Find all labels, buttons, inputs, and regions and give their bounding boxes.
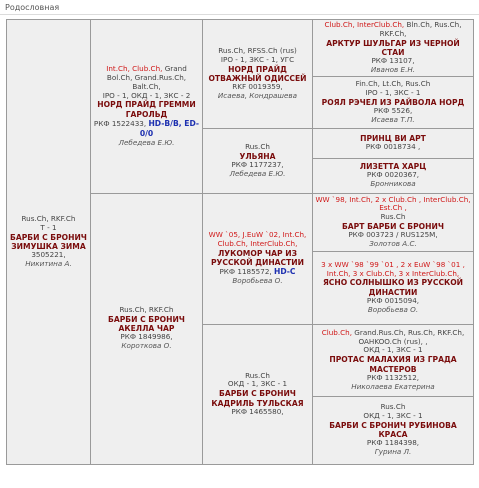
dog-cell-dss (313, 193, 474, 251)
dog-registration: РКФ 1184398, (366, 438, 420, 448)
dog-registration: RKF 0019359, (232, 82, 283, 92)
dog-cell-dds (313, 324, 474, 396)
dog-health: HD-B/B, ED-0/0 (139, 118, 200, 138)
dog-cell-sdd (313, 158, 474, 193)
dog-owner: Воробьева О. (367, 304, 419, 314)
dog-registration: РКФ 003723 / RUS125M, (348, 230, 438, 240)
dog-name-link[interactable]: БАРТ БАРБИ С БРОНИЧ (342, 221, 444, 231)
dog-registration: РКФ 1465580, (231, 406, 284, 416)
dog-owner: Исаева Т.П. (371, 114, 415, 124)
dog-titles: Rus.Ch, RKF.Ch (21, 214, 76, 223)
dog-titles: Rus.Ch, RKF.Ch (119, 305, 174, 315)
dog-registration: 3505221, (31, 250, 66, 260)
dog-title-extra: IPO - 1, ЗКС - 1 (365, 87, 421, 97)
dog-cell-gen1 (7, 20, 91, 465)
dog-owner: Золотов А.С. (369, 238, 417, 248)
dog-name-link[interactable]: ЯСНО СОЛНЫШКО ИЗ РУССКОЙ ДИНАСТИИ (322, 278, 464, 297)
dog-title-extra: IPO - 1, ЗКС - 1, УГС (220, 54, 295, 64)
dog-name-link[interactable]: БАРБИ С БРОНИЧ КАДРИЛЬ ТУЛЬСКАЯ (211, 389, 304, 408)
dog-cell-ssd (313, 76, 474, 128)
dog-name-link[interactable]: БАРБИ С БРОНИЧ ЗИМУШКА ЗИМА (10, 232, 87, 251)
dog-title-extra: IPO - 1, ОКД - 1, ЗКС - 2 (102, 90, 191, 100)
dog-titles-red: 3 x WW `98 `99 `01 , 2 x EuW `98 `01 , Int.Ch, 3 x Club.Ch, 3 x InterClub.Ch, (321, 259, 465, 278)
dog-registration: РКФ 5526, (373, 105, 413, 115)
dog-name-link[interactable]: НОРД ПРАЙД ОТВАЖНЫЙ ОДИССЕЙ (208, 64, 307, 83)
dog-titles: Rus.Ch (380, 402, 406, 412)
dog-registration: РКФ 1132512, (366, 372, 420, 382)
dog-titles: Rus.Ch (245, 370, 270, 380)
dog-title-extra: Т - 1 (40, 222, 57, 232)
dog-owner: Бронникова (370, 179, 416, 189)
dog-name-link[interactable]: ЛИЗЕТТА ХАРЦ (359, 162, 427, 172)
dog-titles: Grand.Rus.Ch, Rus.Ch, RKF.Ch, OAHKOO.Ch (rus), , (354, 327, 465, 346)
dog-owner: Воробьева О. (232, 276, 283, 286)
dog-titles-red: WW `98, Int.Ch, 2 x Club.Ch , InterClub.Ch, Est.Ch , (315, 194, 471, 213)
dog-name-link[interactable]: ПРИНЦ ВИ АРТ (360, 134, 426, 144)
dog-registration: РКФ 1849986, (120, 332, 173, 342)
dog-owner: Николаева Екатерина (351, 381, 435, 391)
dog-registration: РКФ 1177237, (231, 159, 284, 169)
dog-name-link[interactable]: РОЯЛ РЭЧЕЛ ИЗ РАЙВОЛА НОРД (321, 97, 465, 107)
dog-title-extra: ОКД - 1, ЗКС - 1 (363, 411, 423, 421)
dog-name-link[interactable]: АРКТУР ШУЛЬГАР ИЗ ЧЕРНОЙ СТАИ (326, 38, 460, 57)
dog-titles-red: Club.Ch, (321, 327, 352, 337)
dog-name-link[interactable]: ЛУКОМОР ЧАР ИЗ РУССКОЙ ДИНАСТИИ (210, 248, 305, 268)
dog-title-extra: ОКД - 1, ЗКС - 1 (363, 345, 423, 355)
dog-titles-red: Club.Ch, InterClub.Ch, (324, 20, 405, 29)
dog-titles: Fin.Ch, Lt.Ch, Rus.Ch (355, 78, 431, 88)
dog-owner: Лебедева Е.Ю. (118, 137, 175, 147)
dog-cell-sds (313, 128, 474, 158)
dog-owner: Лебедева Е.Ю. (229, 168, 286, 178)
title-divider (0, 14, 479, 15)
dog-titles: Rus.Ch (245, 141, 270, 151)
dog-titles: Rus.Ch, RFSS.Ch (rus) (218, 46, 297, 55)
dog-name-link[interactable]: УЛЬЯНА (239, 151, 276, 161)
dog-owner: Гурина Л. (374, 447, 412, 457)
dog-cell-sire-dam (203, 128, 313, 193)
dog-owner: Короткова О. (121, 341, 172, 351)
dog-cell-sss (313, 20, 474, 77)
pedigree-table (6, 19, 474, 465)
dog-cell-sire-sire (203, 20, 313, 129)
dog-name-link[interactable]: БАРБИ С БРОНИЧ РУБИНОВА КРАСА (329, 420, 457, 440)
page-title: Родословная (5, 3, 60, 12)
dog-owner: Исаева, Кондрашева (217, 90, 298, 100)
dog-cell-dsd (313, 251, 474, 324)
dog-titles-red: WW `05, J.EuW `02, Int.Ch, Club.Ch, InterClub.Ch, (208, 230, 307, 249)
dog-name-link[interactable]: БАРБИ С БРОНИЧ АКЕЛЛА ЧАР (108, 314, 185, 334)
dog-owner: Иванов Е.Н. (370, 64, 416, 74)
dog-registration: РКФ 0020367, (366, 170, 420, 180)
dog-registration: РКФ 13107, (371, 56, 415, 66)
dog-title-extra: ОКД - 1, ЗКС - 1 (227, 379, 288, 389)
dog-owner: Никитина А. (25, 258, 72, 268)
dog-cell-dam (91, 193, 203, 464)
dog-cell-dam-dam (203, 324, 313, 464)
dog-titles-red: Int.Ch, Club.Ch, (106, 64, 163, 74)
dog-titles: Bln.Ch, Rus.Ch, RKF.Ch, (379, 20, 462, 38)
dog-registration: РКФ 1522433, (93, 118, 147, 128)
dog-health: HD-C (273, 267, 296, 277)
dog-registration: РКФ 0018734 , (365, 142, 421, 152)
dog-name-link[interactable]: НОРД ПРАЙД ГРЕММИ ГАРОЛЬД (97, 100, 196, 119)
dog-registration: РКФ 1185572, (219, 267, 272, 277)
dog-name-link[interactable]: ПРОТАС МАЛАХИЯ ИЗ ГРАДА МАСТЕРОВ (329, 355, 457, 374)
dog-titles: Grand Bol.Ch, Grand.Rus.Ch, Balt.Ch, (106, 64, 187, 91)
dog-cell-ddd (313, 396, 474, 464)
dog-cell-sire (91, 20, 203, 194)
dog-cell-dam-sire (203, 193, 313, 324)
dog-registration: РКФ 0015094, (366, 295, 420, 305)
dog-titles: Rus.Ch (380, 212, 406, 222)
